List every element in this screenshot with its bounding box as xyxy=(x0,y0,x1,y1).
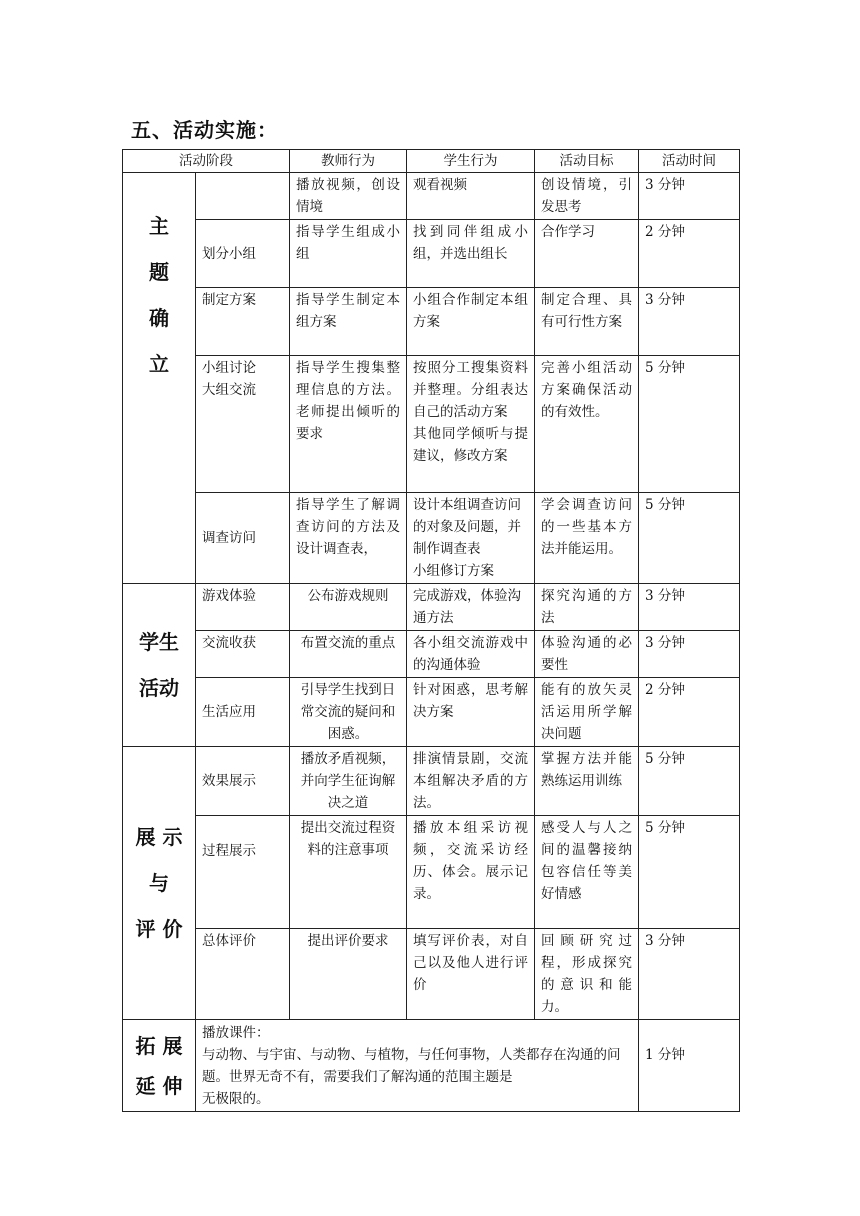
table-row xyxy=(123,678,740,747)
teacher-cell: 指导学生搜集整理信息的方法。老师提出倾听的要求 xyxy=(290,356,407,493)
table-row xyxy=(123,816,740,929)
goal-cell: 体验沟通的必要性 xyxy=(535,631,639,678)
teacher-cell: 播放视频，创设情境 xyxy=(290,173,407,220)
table-row xyxy=(123,584,740,631)
extension-cell: 播放课件： 与动物、与宇宙、与动物、与植物，与任何事物，人类都存在沟通的问题。世界无奇不有，需要我们了解沟通的范围主题是 无极限的。 xyxy=(196,1020,639,1112)
student-cell: 填写评价表，对自己以及他人进行评价 xyxy=(407,929,535,1020)
time-cell: 3 分钟 xyxy=(639,173,740,220)
teacher-cell: 指导学生制定本组方案 xyxy=(290,288,407,356)
table-row xyxy=(123,747,740,816)
student-cell: 按照分工搜集资料并整理。分组表达自己的活动方案 其他同学倾听与提建议，修改方案 xyxy=(407,356,535,493)
header-goal: 活动目标 xyxy=(535,150,639,173)
teacher-cell: 提出评价要求 xyxy=(290,929,407,1020)
header-time: 活动时间 xyxy=(639,150,740,173)
goal-cell: 完善小组活动方案确保活动的有效性。 xyxy=(535,356,639,493)
table-row xyxy=(123,220,740,288)
substage-cell: 交流收获 xyxy=(196,631,290,678)
substage-cell: 小组讨论 大组交流 xyxy=(196,356,290,493)
table-row xyxy=(123,356,740,493)
table-header-row xyxy=(123,150,740,173)
student-cell: 针对困惑，思考解决方案 xyxy=(407,678,535,747)
student-cell: 观看视频 xyxy=(407,173,535,220)
goal-cell: 能有的放矢灵活运用所学解决问题 xyxy=(535,678,639,747)
substage-cell: 游戏体验 xyxy=(196,584,290,631)
substage-cell: 生活应用 xyxy=(196,678,290,747)
time-cell: 5 分钟 xyxy=(639,356,740,493)
stage-label-theme: 主 题 确 立 xyxy=(123,173,196,584)
section-heading: 五、活动实施： xyxy=(131,118,278,142)
teacher-cell: 指导学生了解调查访问的方法及设计调查表， xyxy=(290,493,407,584)
header-teacher: 教师行为 xyxy=(290,150,407,173)
goal-cell: 创设情境，引发思考 xyxy=(535,173,639,220)
student-cell: 设计本组调查访问的对象及问题，并制作调查表 小组修订方案 xyxy=(407,493,535,584)
time-cell: 3 分钟 xyxy=(639,631,740,678)
header-stage: 活动阶段 xyxy=(123,150,290,173)
time-cell: 3 分钟 xyxy=(639,288,740,356)
table-row xyxy=(123,173,740,220)
time-cell: 3 分钟 xyxy=(639,929,740,1020)
stage-label-showcase: 展 示 与 评 价 xyxy=(123,747,196,1020)
teacher-cell: 播放矛盾视频，并向学生征询解决之道 xyxy=(290,747,407,816)
teacher-cell: 公布游戏规则 xyxy=(290,584,407,631)
goal-cell: 回顾研究过程，形成探究的意识和能力。 xyxy=(535,929,639,1020)
table-row xyxy=(123,288,740,356)
time-cell: 5 分钟 xyxy=(639,493,740,584)
time-cell: 5 分钟 xyxy=(639,816,740,929)
substage-cell: 效果展示 xyxy=(196,747,290,816)
substage-cell: 调查访问 xyxy=(196,493,290,584)
goal-cell: 合作学习 xyxy=(535,220,639,288)
student-cell: 小组合作制定本组方案 xyxy=(407,288,535,356)
header-student: 学生行为 xyxy=(407,150,535,173)
stage-label-extension: 拓 展 延 伸 xyxy=(123,1020,196,1112)
table-row xyxy=(123,929,740,1020)
substage-cell: 总体评价 xyxy=(196,929,290,1020)
time-cell: 1 分钟 xyxy=(639,1020,740,1112)
student-cell: 找到同伴组成小组，并选出组长 xyxy=(407,220,535,288)
teacher-cell: 指导学生组成小组 xyxy=(290,220,407,288)
substage-cell: 划分小组 xyxy=(196,220,290,288)
teacher-cell: 引导学生找到日常交流的疑问和困惑。 xyxy=(290,678,407,747)
teacher-cell: 提出交流过程资料的注意事项 xyxy=(290,816,407,929)
substage-cell: 过程展示 xyxy=(196,816,290,929)
table-row xyxy=(123,1020,740,1112)
teacher-cell: 布置交流的重点 xyxy=(290,631,407,678)
student-cell: 播放本组采访视频，交流采访经历、体会。展示记录。 xyxy=(407,816,535,929)
time-cell: 2 分钟 xyxy=(639,678,740,747)
time-cell: 5 分钟 xyxy=(639,747,740,816)
goal-cell: 制定合理、具有可行性方案 xyxy=(535,288,639,356)
student-cell: 各小组交流游戏中的沟通体验 xyxy=(407,631,535,678)
student-cell: 排演情景剧，交流本组解决矛盾的方法。 xyxy=(407,747,535,816)
student-cell: 完成游戏，体验沟通方法 xyxy=(407,584,535,631)
table-row xyxy=(123,631,740,678)
stage-label-activity: 学生 活动 xyxy=(123,584,196,747)
substage-cell xyxy=(196,173,290,220)
goal-cell: 感受人与人之间的温馨接纳包容信任等美好情感 xyxy=(535,816,639,929)
substage-cell: 制定方案 xyxy=(196,288,290,356)
table-row xyxy=(123,493,740,584)
goal-cell: 学会调查访问的一些基本方法并能运用。 xyxy=(535,493,639,584)
activity-table xyxy=(122,149,740,1112)
time-cell: 2 分钟 xyxy=(639,220,740,288)
time-cell: 3 分钟 xyxy=(639,584,740,631)
goal-cell: 探究沟通的方法 xyxy=(535,584,639,631)
goal-cell: 掌握方法并能熟练运用训练 xyxy=(535,747,639,816)
